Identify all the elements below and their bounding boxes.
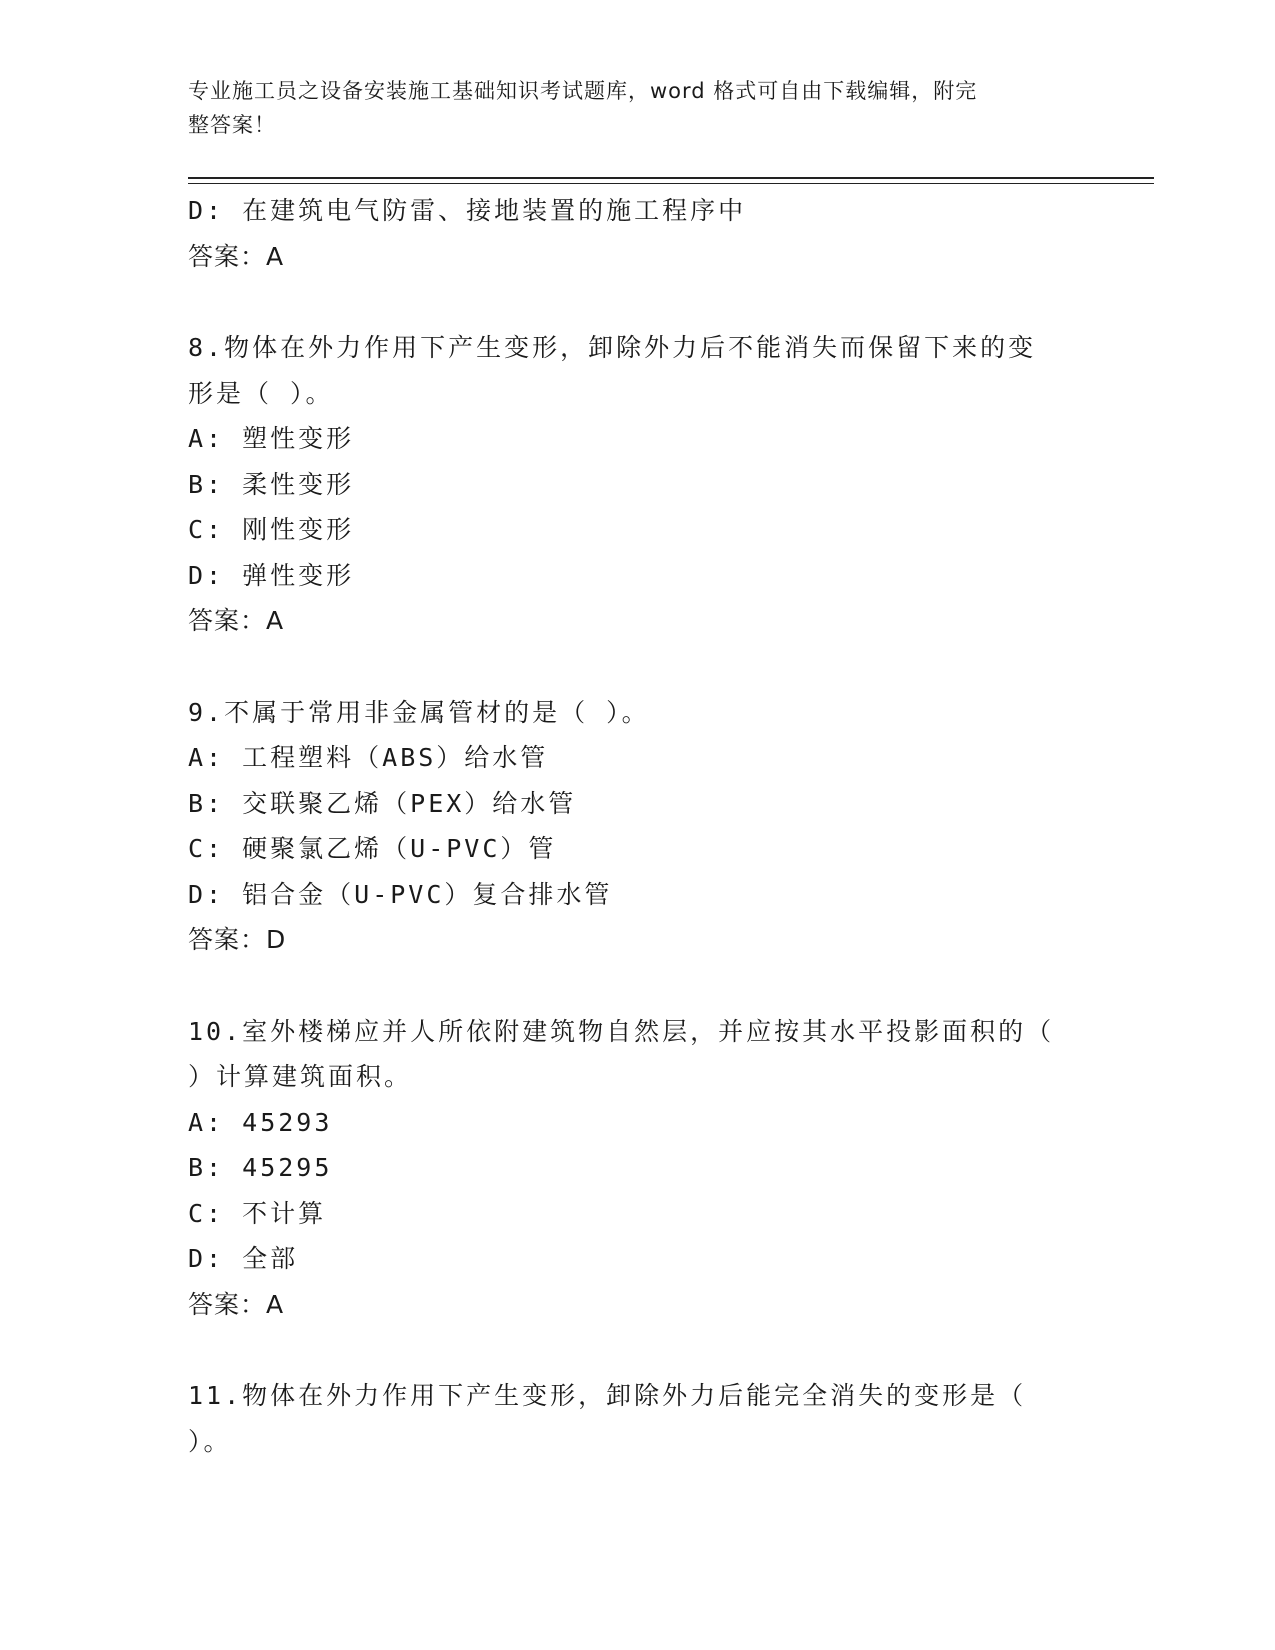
option-d: D: 铝合金（U-PVC）复合排水管 [188, 879, 613, 909]
option-d: D: 弹性变形 [188, 560, 355, 590]
option-c: C: 硬聚氯乙烯（U-PVC）管 [188, 834, 557, 863]
option-a: A: 45293 [188, 1107, 333, 1137]
option-b: B: 交联聚乙烯（PEX）给水管 [188, 788, 577, 818]
document-body [188, 188, 1088, 1464]
answer: 答案：A [188, 1289, 285, 1319]
question-7-tail [188, 188, 1088, 279]
answer: 答案：D [188, 925, 287, 954]
header-divider-thin [188, 183, 1154, 184]
option-a: A: 塑性变形 [188, 424, 355, 453]
answer: 答案：A [188, 606, 285, 635]
option-a: A: 工程塑料（ABS）给水管 [188, 743, 549, 772]
option-d: D: 全部 [188, 1244, 299, 1273]
question-stem: 8.物体在外力作用下产生变形，卸除外力后不能消失而保留下来的变 [188, 333, 1037, 362]
question-stem-cont: ）计算建筑面积。 [188, 1062, 413, 1091]
question-stem-cont: 形是（ ）。 [188, 378, 334, 408]
option-b: B: 柔性变形 [188, 469, 355, 499]
question-10 [188, 1009, 1088, 1328]
option-b: B: 45295 [188, 1153, 333, 1182]
question-stem: 11.物体在外力作用下产生变形，卸除外力后能完全消失的变形是（ [188, 1381, 1027, 1410]
header-divider-thick [188, 177, 1154, 179]
question-stem-cont: ）。 [188, 1426, 232, 1456]
option-c: C: 刚性变形 [188, 515, 355, 544]
document-header [188, 74, 1088, 142]
header-line-2: 整答案！ [188, 113, 276, 137]
option-c: C: 不计算 [188, 1198, 327, 1228]
header-line-1: 专业施工员之设备安装施工基础知识考试题库，word 格式可自由下载编辑，附完 [188, 79, 978, 103]
answer: 答案：A [188, 241, 285, 271]
question-9 [188, 690, 1088, 963]
question-8 [188, 325, 1088, 644]
option-d: D: 在建筑电气防雷、接地装置的施工程序中 [188, 196, 747, 225]
question-stem: 10.室外楼梯应并人所依附建筑物自然层，并应按其水平投影面积的（ [188, 1016, 1055, 1046]
question-stem: 9.不属于常用非金属管材的是（ ）。 [188, 697, 650, 727]
question-11 [188, 1373, 1088, 1464]
